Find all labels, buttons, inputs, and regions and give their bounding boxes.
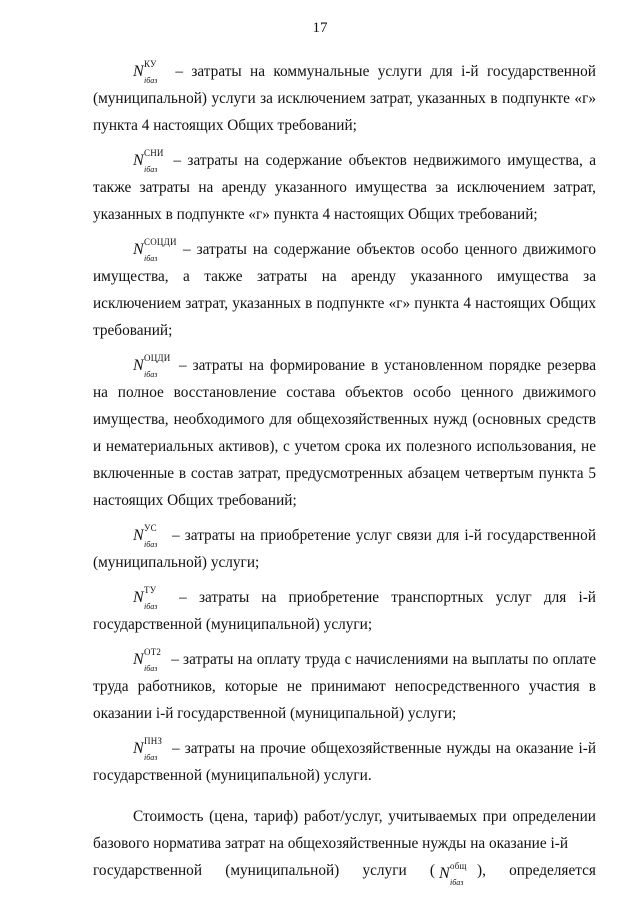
definition-paragraph [93,522,596,576]
math-symbol [133,236,177,263]
symbol-superscript: ОТ2 [144,647,162,657]
math-symbol [133,352,173,379]
math-symbol [133,522,167,549]
symbol-letter: N [133,241,144,258]
paren-open: ( [429,862,435,879]
symbol-letter: N [439,864,450,882]
symbol-letter: N [133,152,144,169]
definition-paragraph [93,147,596,228]
definition-paragraph [93,646,596,727]
word: услуги [362,862,407,879]
symbol-letter: N [133,357,144,374]
symbol-subscript: iбаз [450,877,464,887]
symbol-subscript: iбаз [144,76,158,85]
symbol-subscript: iбаз [144,602,158,611]
symbol-superscript: СНИ [144,148,164,158]
symbol-superscript: ОЦДИ [144,353,171,363]
document-body [93,58,596,887]
word: определяется [509,862,596,879]
definition-paragraph [93,584,596,638]
definition-text: – затраты на коммунальные услуги для i-й государственной (муниципальной) услуги за исключением затрат, указанных в подпункте «г» пункта 4 настоящих Общих требований; [93,63,596,134]
final-paragraph-text: Стоимость (цена, тариф) работ/услуг, учитываемых при определении базового норматива затрат на общехозяйственные нужды на оказание i-й [93,808,596,852]
definition-paragraph [93,352,596,514]
definition-text: – затраты на формирование в установленном порядке резерва на полное восстановление состава объектов особо ценного движимого имущества, необходимого для общехозяйственных нужд (основных средств и нематериальных активов), с учетом срока их полезного использования, не включенные в состав затрат, предусмотренных абзацем четвертым пункта 5 настоящих Общих требований; [93,357,596,509]
symbol-subscript: iбаз [144,165,158,174]
math-symbol [133,147,167,174]
word: государственной [93,862,203,879]
definition-paragraph [93,735,596,789]
paren-close: ), [477,862,486,879]
math-symbol [133,584,167,611]
symbol-superscript: УС [144,523,157,533]
symbol-superscript: СОЦДИ [144,237,177,247]
word: (муниципальной) [225,862,340,879]
symbol-superscript: ПНЗ [144,736,163,746]
definition-text: – затраты на приобретение услуг связи для i-й государственной (муниципальной) услуги; [93,527,596,571]
math-symbol [133,735,167,762]
definition-text: – затраты на оплату труда с начислениями на выплаты по оплате труда работников, которые не принимают непосредственного участия в оказании i-й государственной (муниципальной) услуги; [93,651,596,722]
page-number: 17 [312,20,328,36]
symbol-letter: N [133,740,144,757]
inline-symbol-group [429,857,486,887]
math-symbol [133,58,167,85]
definition-text: – затраты на прочие общехозяйственные нужды на оказание i-й государственной (муниципальной) услуги. [93,740,596,784]
symbol-subscript: iбаз [144,664,158,673]
definition-paragraph [93,58,596,139]
definition-paragraph [93,236,596,344]
definition-text: – затраты на содержание объектов недвижимого имущества, а также затраты на аренду указанного имущества за исключением затрат, указанных в подпункте «г» пункта 4 настоящих Общих требований; [93,152,596,223]
math-symbol [133,646,167,673]
symbol-superscript: ТУ [144,585,157,595]
symbol-subscript: iбаз [144,753,158,762]
symbol-letter: N [133,63,144,80]
symbol-subscript: iбаз [144,370,158,379]
symbol-superscript: КУ [144,59,157,69]
final-paragraph-last-line [93,857,596,887]
symbol-letter: N [133,589,144,606]
symbol-letter: N [133,651,144,668]
definition-text: – затраты на приобретение транспортных услуг для i-й государственной (муниципальной) услуги; [93,589,596,633]
definition-text: – затраты на содержание объектов особо ценного движимого имущества, а также затраты на аренду указанного имущества за исключением затрат, указанных в подпункте «г» пункта 4 настоящих Общих требований; [93,241,596,339]
symbol-subscript: iбаз [144,254,158,263]
symbol-subscript: iбаз [144,540,158,549]
math-symbol [439,860,477,887]
final-paragraph [93,803,596,857]
symbol-superscript: общ [450,860,467,871]
symbol-letter: N [133,527,144,544]
